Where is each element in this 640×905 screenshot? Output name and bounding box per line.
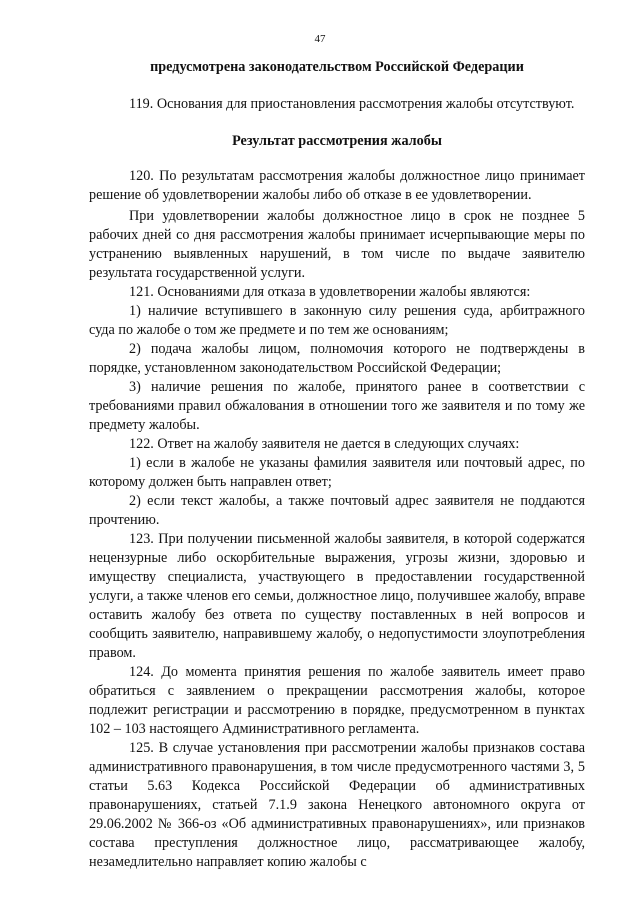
paragraph-122-item-1: 1) если в жалобе не указаны фамилия заявителя или почтовый адрес, по которому должен быть направлен ответ; (89, 455, 585, 490)
paragraph-122-item-2: 2) если текст жалобы, а также почтовый адрес заявителя не поддаются прочтению. (89, 493, 585, 528)
paragraph-120-2: При удовлетворении жалобы должностное лицо в срок не позднее 5 рабочих дней со дня рассмотрения жалобы принимает исчерпывающие меры по устранению выявленных нарушений, в том числе по выдаче заявителю результата государственной услуги. (89, 208, 585, 281)
spacer (89, 114, 585, 132)
page-number: 47 (314, 33, 326, 45)
paragraph-125: 125. В случае установления при рассмотрении жалобы признаков состава административного правонарушения, в том числе предусмотренного частями 3, 5 статьи 5.63 Кодекса Российской Федерации об административных правонарушениях, статьей 7.1.9 закона Ненецкого автономного округа от 29.06.2002 № 366-оз «Об административных правонарушениях», или признаков состава преступления должностное лицо, рассматривающее жалобу, незамедлительно направляет копию жалобы с (89, 740, 585, 870)
paragraph-123: 123. При получении письменной жалобы заявителя, в которой содержатся нецензурные либо оскорбительные выражения, угрозы жизни, здоровью и имуществу специалиста, участвующего в предоставлении государственной услуги, а также членов его семьи, должностное лицо, получившее жалобу, вправе оставить жалобу без ответа по существу поставленных в ней вопросов и сообщить заявителю, направившему жалобу, о недопустимости злоупотребления правом. (89, 531, 585, 661)
paragraph-121-item-2: 2) подача жалобы лицом, полномочия которого не подтверждены в порядке, установленном законодательством Российской Федерации; (89, 341, 585, 376)
paragraph-124: 124. До момента принятия решения по жалобе заявитель имеет право обратиться с заявлением о прекращении рассмотрения жалобы, которое подлежит регистрации и рассмотрению в порядке, предусмотренном в пунктах 102 – 103 настоящего Административного регламента. (89, 664, 585, 737)
spacer (89, 77, 585, 95)
paragraph-122: 122. Ответ на жалобу заявителя не дается в следующих случаях: (129, 436, 520, 452)
paragraph-121-item-3: 3) наличие решения по жалобе, принятого ранее в соответствии с требованиями правил обжалования в отношении того же заявителя и по тому же предмету жалобы. (89, 379, 585, 433)
paragraph-121: 121. Основаниями для отказа в удовлетворении жалобы являются: (129, 284, 531, 300)
paragraph-121-item-1: 1) наличие вступившего в законную силу решения суда, арбитражного суда по жалобе о том же предмете и по тем же основаниям; (89, 303, 585, 338)
section-heading: Результат рассмотрения жалобы (232, 133, 442, 149)
spacer (89, 151, 585, 167)
paragraph-119: 119. Основания для приостановления рассмотрения жалобы отсутствуют. (129, 96, 575, 112)
paragraph-120: 120. По результатам рассмотрения жалобы должностное лицо принимает решение об удовлетворении жалобы либо об отказе в ее удовлетворении. (89, 168, 585, 203)
continuation-heading: предусмотрена законодательством Российской Федерации (150, 59, 524, 75)
document-body (89, 58, 585, 872)
